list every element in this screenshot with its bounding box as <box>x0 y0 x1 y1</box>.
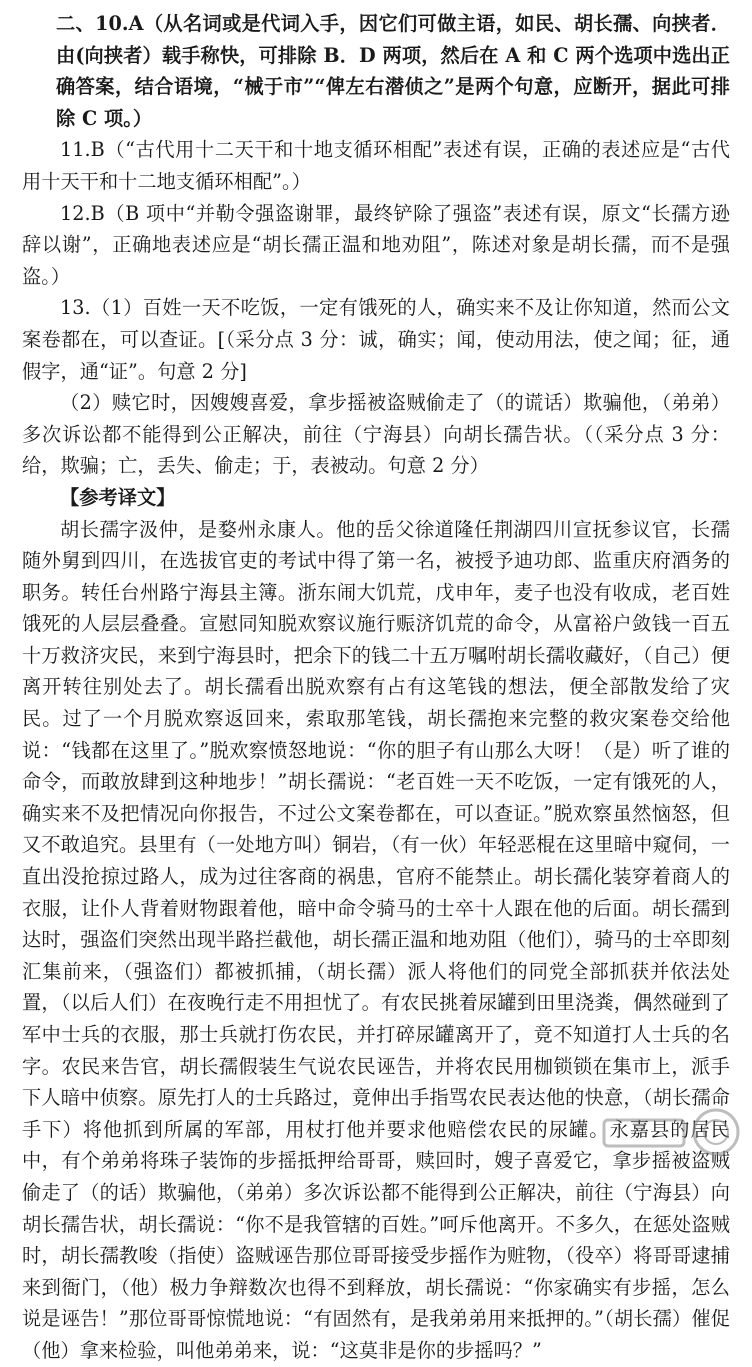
answer-10: 二、10.A（从名词或是代词入手，因它们可做主语，如民、胡长孺、向挟者．由(向挟者）载手称快，可排除 B．D 两项，然后在 A 和 C 两个选项中选出正确答案，结合语境，“械于市”“俾左右潜侦之”是两个句意，应断开，据此可排除 C 项。） <box>56 12 730 130</box>
answer-11: 11.B（“古代用十二天干和十地支循环相配”表述有误，正确的表述应是“古代用十天干和十二地支循环相配”。） <box>22 138 730 193</box>
reference-translation-heading: 【参考译文】 <box>60 485 176 509</box>
answer-13-part-1: 13.（1）百姓一天不吃饭，一定有饿死的人，确实来不及让你知道，然而公文案卷都在，可以查证。[（采分点 3 分：诚，确实；闻，使动用法，使之闻；征，通假字，通“证”。句意 2 分] <box>22 296 730 383</box>
answer-13-part-2: （2）赎它时，因嫂嫂喜爱，拿步摇被盗贼偷走了（的谎话）欺骗他，（弟弟）多次诉讼都不能得到公正解决，前往（宁海县）向胡长孺告状。（（采分点 3 分：给，欺骗；亡，丢失、偷走；于，表被动。句意 2 分） <box>22 391 730 478</box>
answer-12: 12.B（B 项中“并勒令强盗谢罪，最终铲除了强盗”表述有误，原文“长孺方逊辞以谢”，正确地表述应是“胡长孺正温和地劝阻”，陈述对象是胡长孺，而不是强盗。） <box>22 201 730 288</box>
reference-translation-body: 胡长孺字汲仲，是婺州永康人。他的岳父徐道隆任荆湖四川宣抚参议官，长孺随外舅到四川，在选拔官吏的考试中得了第一名，被授予迪功郎、监重庆府酒务的职务。转任台州路宁海县主簿。浙东闹大饥荒，戊申年，麦子也没有收成，老百姓饿死的人层层叠叠。宣慰同知脱欢察议施行赈济饥荒的命令，从富裕户敛钱一百五十万救济灾民，来到宁海县时，把余下的钱二十五万嘱咐胡长孺收藏好，（自己）便离开转往别处去了。胡长孺看出脱欢察有占有这笔钱的想法，便全部散发给了灾民。过了一个月脱欢察返回来，索取那笔钱，胡长孺抱来完整的救灾案卷交给他说：“钱都在这里了。”脱欢察愤怒地说：“你的胆子有山那么大呀！（是）听了谁的命令，而敢放肆到这种地步！”胡长孺说：“老百姓一天不吃饭，一定有饿死的人，确实来不及把情况向你报告，不过公文案卷都在，可以查证。”脱欢察虽然恼怒，但又不敢追究。县里有（一处地方叫）铜岩，（有一伙）年轻恶棍在这里暗中窥伺，一直出没抢掠过路人，成为过往客商的祸患，官府不能禁止。胡长孺化装穿着商人的衣服，让仆人背着财物跟着他，暗中命令骑马的士卒十人跟在他的后面。胡长孺到达时，强盗们突然出现半路拦截他，胡长孺正温和地劝阻（他们），骑马的士卒即刻汇集前来，（强盗们）都被抓捕，（胡长孺）派人将他们的同党全部抓获并依法处置，（以后人们）在夜晚行走不用担忧了。有农民挑着尿罐到田里浇粪，偶然碰到了军中士兵的衣服，那士兵就打伤农民，并打碎尿罐离开了，竟不知道打人士兵的名字。农民来告官，胡长孺假装生气说农民诬告，并将农民用枷锁锁在集市上，派手下人暗中侦察。原先打人的士兵路过，竟伸出手指骂农民表达他的快意，（胡长孺命手下）将他抓到所属的军部，用杖打他并要求他赔偿农民的尿罐。永嘉县的居民中，有个弟弟将珠子装饰的步摇抵押给哥哥，赎回时，嫂子喜爱它，拿步摇被盗贼偷走了（的话）欺骗他，（弟弟）多次诉讼都不能得到公正解决，前往（宁海县）向胡长孺告状，胡长孺说：“你不是我管辖的百姓。”呵斥他离开。不多久，在惩处盗贼时，胡长孺教唆（指使）盗贼诬告那位哥哥接受步摇作为赃物，（役卒）将哥哥逮捕来到衙门，（他）极力争辩数次也得不到释放，胡长孺说：“你家确实有步摇，怎么说是诬告！”那位哥哥惊慌地说：“有固然有，是我弟弟用来抵押的。”（胡长孺）催促（他）拿来检验，叫他弟弟来，说：“这莫非是你的步摇吗？” <box>22 517 730 1362</box>
